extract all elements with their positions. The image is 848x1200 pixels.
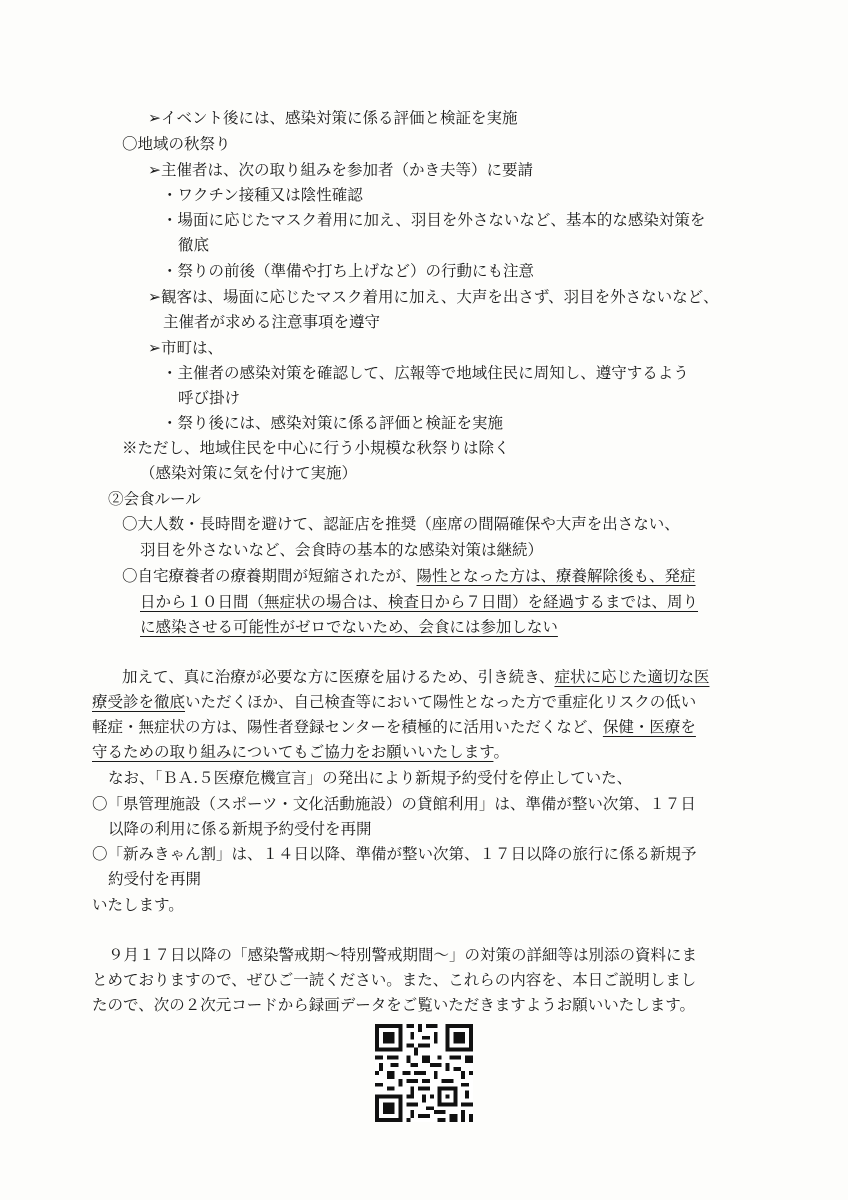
para1-l3-underlined: 保健・医療を: [602, 718, 696, 736]
dining-item-1-line1: 〇大人数・長時間を避けて、認証店を推奨（座席の間隔確保や大声を出さない、: [122, 515, 680, 533]
muni-bullet-1-line2: 呼び掛け: [178, 389, 241, 407]
dining-item-2-plain: 〇自宅療養者の療養期間が短縮されたが、: [122, 567, 417, 585]
para1-l1-plain: 加えて、真に治療が必要な方に医療を届けるため、引き続き、: [122, 668, 555, 686]
para1-line4: [92, 740, 509, 764]
para1-l2-plain: いただくほか、自己検査等において陽性となった方で重症化リスクの低い: [185, 693, 697, 711]
festival-bullet-1: ・ワクチン接種又は陰性確認: [162, 186, 363, 204]
festival-bullet-2-line2: 徹底: [178, 236, 210, 254]
para2-closing: いたします。: [92, 896, 184, 914]
dining-item-2-line2: 日から１０日間（無症状の場合は、検査日から７日間）を経過するまでは、周り: [140, 593, 699, 611]
para2-item-2-line2: 約受付を再開: [108, 870, 202, 888]
para2-item-1-line2: 以降の利用に係る新規予約受付を再開: [108, 820, 372, 838]
dining-rules-heading: ②会食ルール: [108, 490, 201, 508]
festival-bullet-3: ・祭りの前後（準備や打ち上げなど）の行動にも注意: [162, 262, 535, 280]
para1-l4-underlined: 守るための取り組みについてもご協力をお願いいたします: [92, 743, 494, 761]
para1-line2: [92, 690, 696, 714]
muni-bullet-2: ・祭り後には、感染対策に係る評価と検証を実施: [162, 414, 504, 432]
qr-code-icon: [375, 1024, 473, 1122]
para1-l4-plain: 。: [493, 743, 509, 761]
spectators-line2: 主催者が求める注意事項を遵守: [163, 313, 381, 331]
para1-l3-plain: 軽症・無症状の方は、陽性者登録センターを積極的に活用いただくなど、: [92, 718, 603, 736]
autumn-festival-heading: 〇地域の秋祭り: [122, 135, 231, 153]
para2-intro: なお、「ＢＡ.５医療危機宣言」の発出により新規予約受付を停止していた、: [108, 769, 633, 787]
para1-line3: [92, 715, 696, 739]
para1-l2-underlined: 療受診を徹底: [92, 693, 186, 711]
festival-bullet-2-line1: ・場面に応じたマスク着用に加え、羽目を外さないなど、基本的な感染対策を: [162, 211, 706, 229]
festival-note-line1: ※ただし、地域住民を中心に行う小規模な秋祭りは除く: [122, 439, 510, 457]
muni-bullet-1-line1: ・主催者の感染対策を確認して、広報等で地域住民に周知し、遵守するよう: [162, 364, 689, 382]
spectators-line1: ➢観客は、場面に応じたマスク着用に加え、大声を出さず、羽目を外さないなど、: [148, 288, 719, 306]
para1-l1-underlined: 症状に応じた適切な医: [554, 668, 710, 686]
para2-item-1-line1: 〇「県管理施設（スポーツ・文化活動施設）の貸館利用」は、準備が整い次第、１７日: [92, 795, 696, 813]
para3-line1: ９月１７日以降の「感染警戒期～特別警戒期間～」の対策の詳細等は別添の資料にま: [108, 946, 698, 964]
dining-item-2-line1: [122, 564, 696, 588]
festival-note-line2: （感染対策に気を付けて実施）: [140, 464, 358, 482]
para2-item-2-line1: 〇「新みきゃん割」は、１４日以降、準備が整い次第、１７日以降の旅行に係る新規予: [92, 845, 697, 863]
para3-line2: とめておりますので、ぜひご一読ください。また、これらの内容を、本日ご説明しまし: [92, 971, 697, 989]
para1-line1: [122, 665, 709, 689]
organizer-request: ➢主催者は、次の取り組みを参加者（かき夫等）に要請: [148, 161, 533, 179]
dining-item-2-underlined: 陽性となった方は、療養解除後も、発症: [416, 567, 696, 585]
event-after-line: ➢イベント後には、感染対策に係る評価と検証を実施: [148, 109, 518, 127]
para3-line3: たので、次の２次元コードから録画データをご覧いただきますようお願いいたします。: [92, 996, 695, 1014]
dining-item-2-line3: に感染させる可能性がゼロでないため、会食には参加しない: [140, 618, 558, 636]
dining-item-1-line2: 羽目を外さないなど、会食時の基本的な感染対策は継続）: [140, 541, 544, 559]
municipality-heading: ➢市町は、: [148, 339, 223, 357]
